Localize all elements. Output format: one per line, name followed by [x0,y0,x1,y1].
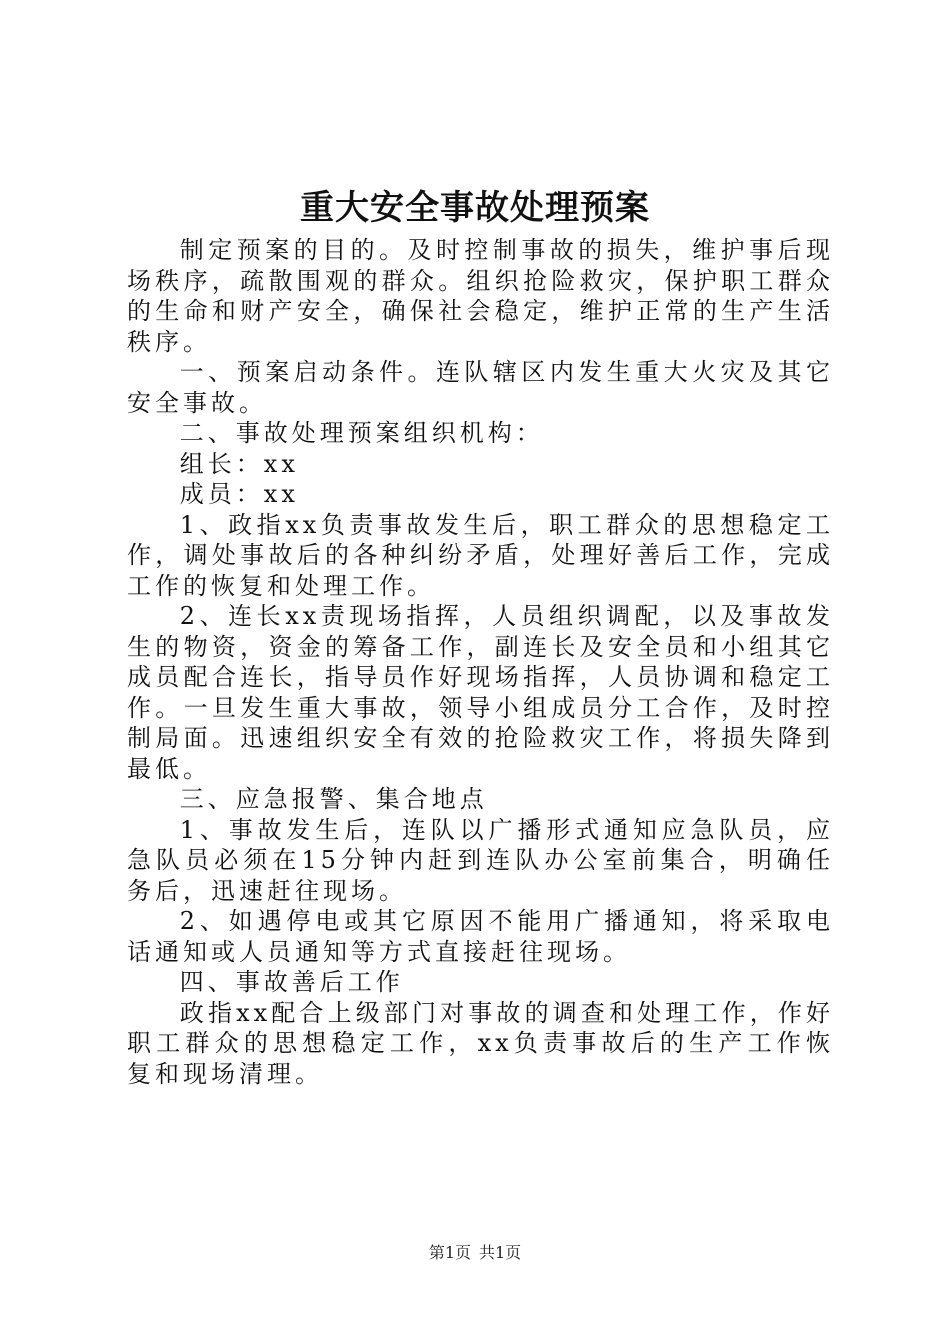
paragraph-alarm-alternative: 2、如遇停电或其它原因不能用广播通知，将采取电话通知或人员通知等方式直接赶往现场。 [127,907,834,966]
paragraph-aftermath-work: 政指xx配合上级部门对事故的调查和处理工作，作好职工群众的思想稳定工作，xx负责事故后的生产工作恢复和现场清理。 [127,998,834,1088]
page-number-current: 第1页 [428,1243,471,1262]
page-footer [0,1241,950,1265]
paragraph-purpose: 制定预案的目的。及时控制事故的损失，维护事后现场秩序，疏散围观的群众。组织抢险救灾，保护职工群众的生命和财产安全，确保社会稳定，维护正常的生产生活秩序。 [127,236,834,356]
paragraph-duty-company-commander: 2、连长xx责现场指挥，人员组织调配，以及事故发生的物资，资金的筹备工作，副连长及安全员和小组其它成员配合连长，指导员作好现场指挥，人员协调和稳定工作。一旦发生重大事故，领导小组成员分工合作，及时控制局面。迅速组织安全有效的抢险救灾工作，将损失降到最低。 [127,602,834,783]
paragraph-alarm-broadcast: 1、事故发生后，连队以广播形式通知应急队员，应急队员必须在15分钟内赶到连队办公室前集合，明确任务后，迅速赶往现场。 [127,815,834,905]
paragraph-alarm-heading: 三、应急报警、集合地点 [179,785,488,813]
paragraph-team-leader: 组长：xx [179,449,299,478]
paragraph-aftermath-heading: 四、事故善后工作 [179,968,404,996]
document-body [127,235,834,1089]
paragraph-duty-political-instructor: 1、政指xx负责事故发生后，职工群众的思想稳定工作，调处事故后的各种纠纷矛盾，处理好善后工作，完成工作的恢复和处理工作。 [127,510,834,600]
paragraph-organization-heading: 二、事故处理预案组织机构： [179,419,544,447]
paragraph-trigger-conditions: 一、预案启动条件。连队辖区内发生重大火灾及其它安全事故。 [127,358,834,417]
page-title: 重大安全事故处理预案 [300,188,650,228]
paragraph-team-members: 成员：xx [179,480,299,508]
page-number-total: 共1页 [479,1243,522,1262]
